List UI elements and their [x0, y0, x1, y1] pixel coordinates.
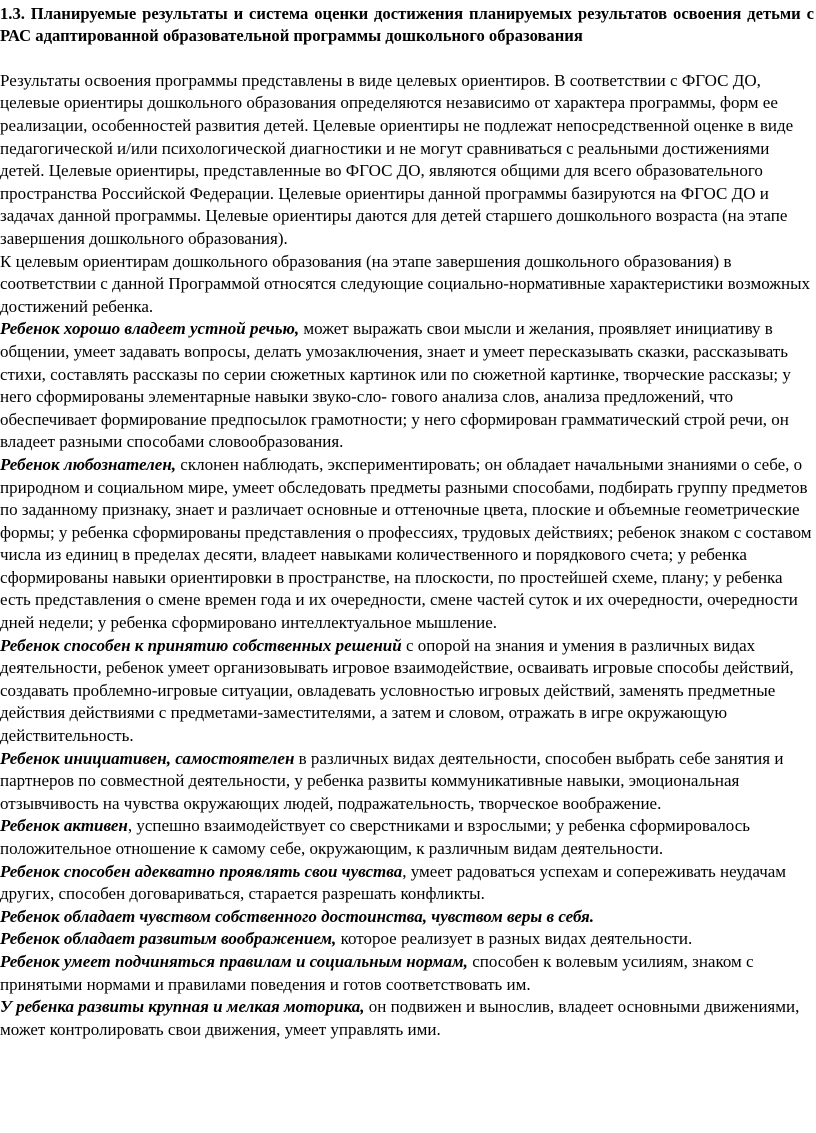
- section-heading: 1.3. Планируемые результаты и система оценки достижения планируемых результатов освоения детьми с РАС адаптированной образовательной программы дошкольного образования: [0, 4, 814, 46]
- target-text: может выражать свои мысли и желания, проявляет инициативу в общении, умеет задавать вопросы, делать умозаключения, знает и умеет пересказывать сказки, рассказывать стихи, составлять рассказы по серии сюжетных картинок или по сюжетной картинке, творческие рассказы; у него сформированы элементарные навыки звуко-сло- гового анализа слов, анализа предложений, что обеспечивает формирование предпосылок грамотности; у него сформирован грамматический строй речи, он владеет разными способами словообразования.: [0, 319, 791, 452]
- target-text: способен к волевым усилиям, знаком с принятыми нормами и правилами поведения и готов соответствовать им.: [0, 951, 754, 994]
- target-paragraph: [0, 318, 816, 454]
- target-paragraph: [0, 861, 816, 906]
- target-text: он подвижен и вынослив, владеет основными движениями, может контролировать свои движения, умеет управлять ими.: [0, 997, 800, 1039]
- target-title: Ребенок способен к принятию собственных решений: [0, 635, 402, 655]
- lead-paragraph: К целевым ориентирам дошкольного образования (на этапе завершения дошкольного образования) в соответствии с данной Программой относятся следующие социально-нормативные характеристики возможных достижений ребенка.: [0, 251, 811, 316]
- target-title: Ребенок инициативен, самостоятелен: [0, 748, 295, 768]
- target-text: в различных видах деятельности, способен выбрать себе занятия и партнеров по совместной деятельности, у ребенка развиты коммуникативные навыки, эмоциональная отзывчивость на чувства окружающих людей, подражательность, творческое воображение.: [0, 748, 784, 813]
- target-title: У ребенка развиты крупная и мелкая моторика,: [0, 997, 365, 1017]
- intro-paragraph: Результаты освоения программы представлены в виде целевых ориентиров. В соответствии с ФГОС ДО, целевые ориентиры дошкольного образования определяются независимо от характера программы, форм ее реализации, особенностей развития детей. Целевые ориентиры не подлежат непосредственной оценке в виде педагогической и/или психологической диагностики и не могут сравниваться с реальными достижениями детей. Целевые ориентиры, представленные во ФГОС ДО, являются общими для всего образовательного пространства Российской Федерации. Целевые ориентиры данной программы базируются на ФГОС ДО и задачах данной программы. Целевые ориентиры даются для детей старшего дошкольного возраста (на этапе завершения дошкольного образования).: [0, 70, 794, 248]
- target-text: с опорой на знания и умения в различных видах деятельности, ребенок умеет организовывать игровое взаимодействие, осваивать игровые способы действий, создавать проблемно-игровые ситуации, овладевать условностью игровых действий, заменять предметные действия действиями с предметами-заместителями, а затем и словом, отражать в игре окружающую действительность.: [0, 635, 794, 746]
- target-paragraph: [0, 454, 816, 635]
- target-paragraph: [0, 928, 816, 951]
- target-title: Ребенок любознателен,: [0, 454, 177, 474]
- target-text: , успешно взаимодействует со сверстниками и взрослыми; у ребенка сформировалось положительное отношение к самому себе, окружающим, к различным видам деятельности.: [0, 816, 751, 858]
- target-title: Ребенок обладает развитым воображением,: [0, 929, 337, 949]
- target-text: которое реализует в разных видах деятельности.: [336, 929, 693, 949]
- target-text: склонен наблюдать, экспериментировать; он обладает начальными знаниями о себе, о природном и социальном мире, умеет обследовать предметы разными способами, подбирать группу предметов по заданному признаку, знает и различает основные и оттеночные цвета, плоские и объемные геометрические формы; у ребенка сформированы представления о профессиях, трудовых действиях; ребенок знаком с составом числа из единиц в пределах десяти, владеет навыками количественного и порядкового счета; у ребенка сформированы навыки ориентировки в пространстве, на плоскости, по простейшей схеме, плану; у ребенка есть представления о смене времен года и их очередности, смене частей суток и их очередности, очередности дней недели; у ребенка сформировано интеллектуальное мышление.: [0, 454, 812, 633]
- target-paragraph: [0, 951, 816, 996]
- target-paragraph: [0, 748, 816, 816]
- target-paragraph: [0, 906, 816, 929]
- target-text: , умеет радоваться успехам и сопереживать неудачам других, способен договариваться, старается разрешать конфликты.: [0, 861, 787, 904]
- target-paragraph: [0, 635, 816, 748]
- target-title: Ребенок способен адекватно проявлять свои чувства: [0, 861, 403, 881]
- blank-line: [0, 48, 816, 70]
- target-paragraph: [0, 996, 816, 1041]
- target-paragraph: [0, 815, 816, 860]
- target-title: Ребенок умеет подчиняться правилам и социальным нормам,: [0, 951, 468, 971]
- target-title: Ребенок хорошо владеет устной речью,: [0, 319, 300, 339]
- target-title: Ребенок активен: [0, 816, 128, 836]
- target-title: Ребенок обладает чувством собственного достоинства, чувством веры в себя.: [0, 906, 595, 926]
